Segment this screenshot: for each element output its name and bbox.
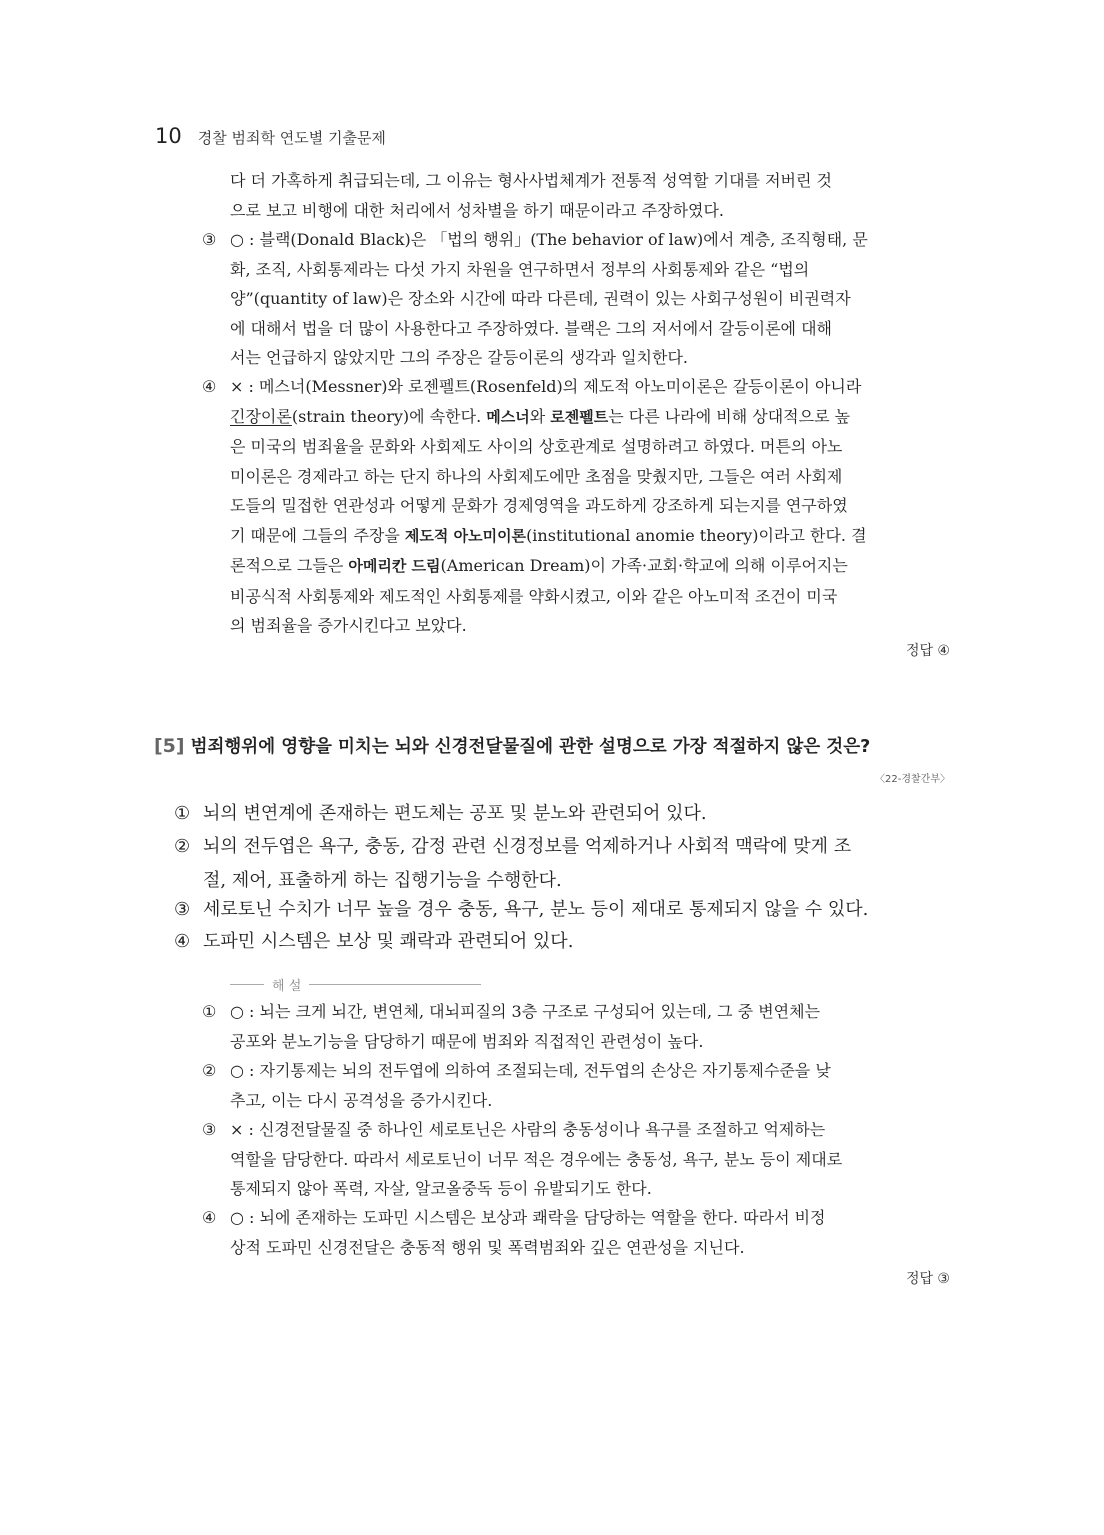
choice-number: ② <box>174 836 191 857</box>
choice-text: 뇌의 변연계에 존재하는 편도체는 공포 및 분노와 관련되어 있다. <box>203 803 707 824</box>
answer-label: 정답 ④ <box>905 643 950 659</box>
text-line: 양”(quantity of law)은 장소와 시간에 따라 다른데, 권력이 있는 사회구성원이 비권력자 <box>230 289 851 308</box>
item-number: ② <box>202 1061 217 1080</box>
choice-number: ① <box>174 803 191 824</box>
text-line: 으로 보고 비행에 대한 처리에서 성차별을 하기 때문이라고 주장하였다. <box>230 200 724 220</box>
underlined-term: 긴장이론 <box>230 406 292 426</box>
choice-number: ③ <box>174 899 191 920</box>
item-number: ④ <box>202 377 217 396</box>
bold-term: 로젠펠트 <box>550 407 609 426</box>
continuation-paragraph <box>230 166 950 225</box>
text-line: 화, 조직, 사회통제라는 다섯 가지 차원을 연구하면서 정부의 사회통제와 같은 “법의 <box>230 259 810 279</box>
choice-1 <box>174 797 950 831</box>
question-number: [5] <box>154 735 185 757</box>
explanation-item-3 <box>202 225 950 373</box>
explanation-item-4 <box>202 372 950 641</box>
question-heading <box>154 733 954 758</box>
page-number: 10 <box>155 124 182 148</box>
bold-term: 제도적 아노미이론 <box>404 526 527 545</box>
text-line: 의 범죄율을 증가시킨다고 보았다. <box>230 616 467 635</box>
text-line: 통제되지 않아 폭력, 자살, 알코올중독 등이 유발되기도 한다. <box>230 1179 652 1198</box>
text-line: ○ : 뇌는 크게 뇌간, 변연체, 대뇌피질의 3층 구조로 구성되어 있는데, 그 중 변연체는 <box>230 1002 821 1021</box>
question-text: 범죄행위에 영향을 미치는 뇌와 신경전달물질에 관한 설명으로 가장 적절하지 않은 것은? <box>190 737 871 757</box>
choice-text: 절, 제어, 표출하게 하는 집행기능을 수행한다. <box>203 870 562 891</box>
text-line: × : 신경전달물질 중 하나인 세로토닌은 사람의 충동성이나 욕구를 조절하고 억제하는 <box>230 1120 826 1139</box>
text-line: 공포와 분노기능을 담당하기 때문에 범죄와 직접적인 관련성이 높다. <box>230 1031 704 1051</box>
text-line: 은 미국의 범죄율을 문화와 사회제도 사이의 상호관계로 설명하려고 하였다. 머튼의 아노 <box>230 437 843 456</box>
choice-4 <box>174 925 950 959</box>
page-header <box>155 124 386 148</box>
item-number: ③ <box>202 230 217 249</box>
item-number: ③ <box>202 1120 217 1139</box>
choice-text: 뇌의 전두엽은 욕구, 충동, 감정 관련 신경정보를 억제하거나 사회적 맥락에 맞게 조 <box>203 836 852 857</box>
choice-number: ④ <box>174 931 191 952</box>
text-line: ○ : 뇌에 존재하는 도파민 시스템은 보상과 쾌락을 담당하는 역할을 한다. 따라서 비정 <box>230 1208 826 1227</box>
explanation-item-1 <box>202 997 950 1056</box>
choice-text: 세로토닌 수치가 너무 높을 경우 충동, 욕구, 분노 등이 제대로 통제되지 않을 수 있다. <box>203 899 869 920</box>
text-line: 서는 언급하지 않았지만 그의 주장은 갈등이론의 생각과 일치한다. <box>230 348 689 367</box>
text-line: 도들의 밀접한 연관성과 어떻게 문화가 경제영역을 과도하게 강조하게 되는지를 연구하였 <box>230 496 848 515</box>
question-source: 〈22-경찰간부〉 <box>875 774 950 785</box>
answer-label: 정답 ③ <box>905 1271 950 1287</box>
divider <box>309 984 481 985</box>
text-line: 에 대해서 법을 더 많이 사용한다고 주장하였다. 블랙은 그의 저서에서 갈등이론에 대해 <box>230 318 832 338</box>
choice-3 <box>174 893 950 927</box>
text-line: 추고, 이는 다시 공격성을 증가시킨다. <box>230 1090 493 1110</box>
text-line: × : 메스너(Messner)와 로젠펠트(Rosenfeld)의 제도적 아노미이론은 갈등이론이 아니라 <box>230 377 862 396</box>
item-number: ① <box>202 1002 217 1021</box>
text-line: 론적으로 그들은 아메리칸 드림(American Dream)이 가족·교회·학교에 의해 이루어지는 <box>230 556 848 575</box>
text-line: 기 때문에 그들의 주장을 제도적 아노미이론(institutional anomie theory)이라고 한다. 결 <box>230 525 867 545</box>
explanation-item-4 <box>202 1203 950 1262</box>
text-line: 비공식적 사회통제와 제도적인 사회통제를 약화시켰고, 이와 같은 아노미적 조건이 미국 <box>230 586 838 606</box>
text-line: 미이론은 경제라고 하는 단지 하나의 사회제도에만 초점을 맞췄지만, 그들은 여러 사회제 <box>230 466 843 486</box>
bold-term: 아메리칸 드림 <box>348 557 441 575</box>
divider <box>230 984 264 985</box>
text-line: 다 더 가혹하게 취급되는데, 그 이유는 형사사법체계가 전통적 성역할 기대를 저버린 것 <box>230 171 832 190</box>
text-line: 상적 도파민 신경전달은 충동적 행위 및 폭력범죄와 깊은 연관성을 지닌다. <box>230 1237 745 1257</box>
item-number: ④ <box>202 1208 217 1227</box>
text-line: ○ : 블랙(Donald Black)은 「법의 행위」(The behavior of law)에서 계층, 조직형태, 문 <box>230 230 868 249</box>
explanation-item-2 <box>202 1056 950 1115</box>
choice-2 <box>174 830 950 898</box>
explanation-label: 해 설 <box>230 975 481 994</box>
book-title: 경찰 범죄학 연도별 기출문제 <box>197 129 386 147</box>
bold-term: 메스너 <box>486 407 530 426</box>
text-line: 역할을 담당한다. 따라서 세로토닌이 너무 적은 경우에는 충동성, 욕구, 분노 등이 제대로 <box>230 1149 843 1169</box>
text-line: ○ : 자기통제는 뇌의 전두엽에 의하여 조절되는데, 전두엽의 손상은 자기통제수준을 낮 <box>230 1061 831 1080</box>
text-line: 긴장이론(strain theory)에 속한다. 메스너와 로젠펠트는 다른 나라에 비해 상대적으로 높 <box>230 406 851 426</box>
explanation-item-3 <box>202 1115 950 1204</box>
choice-text: 도파민 시스템은 보상 및 쾌락과 관련되어 있다. <box>203 931 574 952</box>
